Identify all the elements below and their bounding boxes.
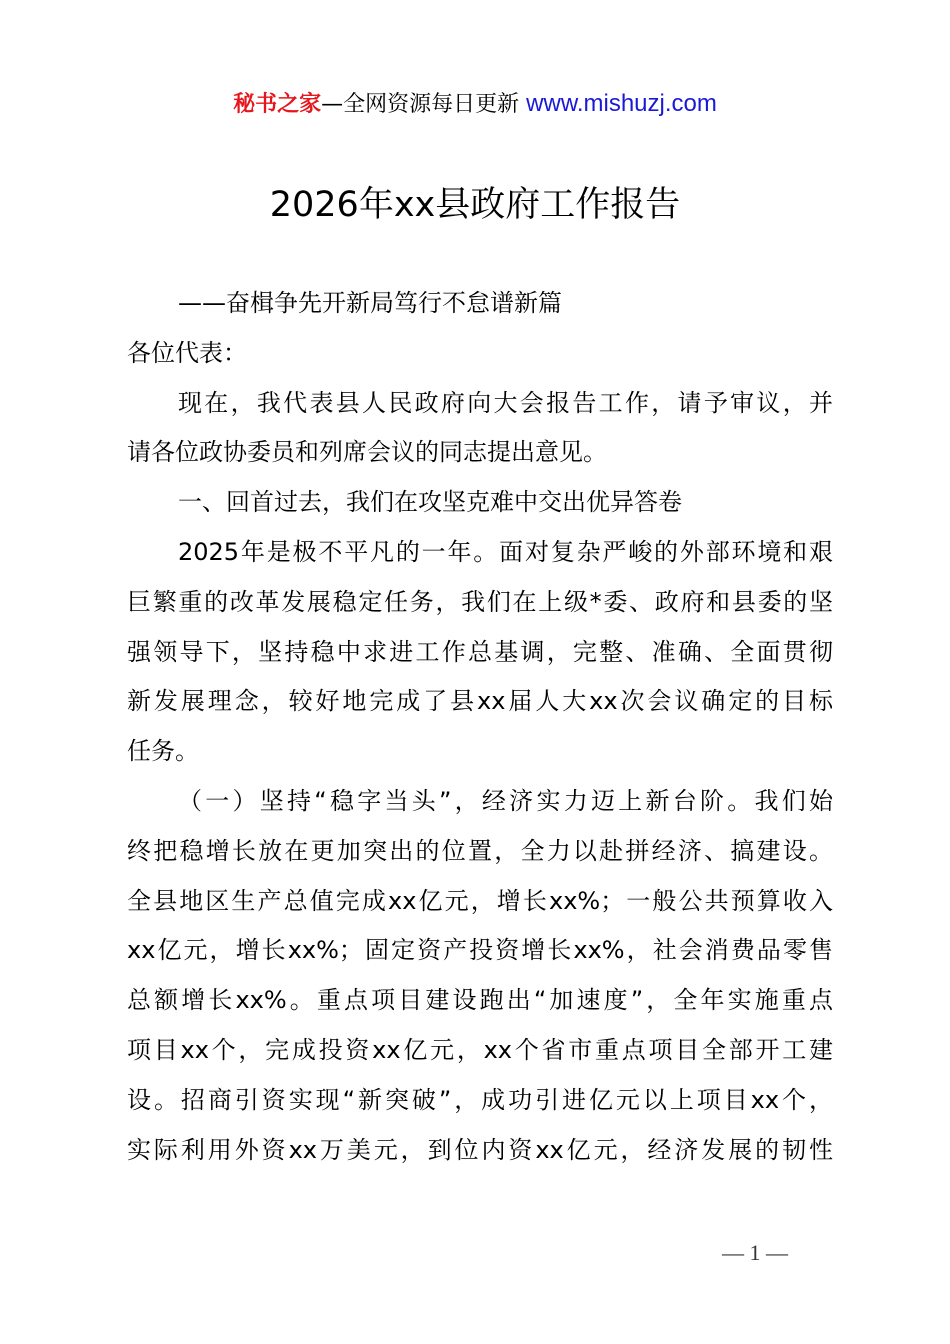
paragraph-line: 强领导下，坚持稳中求进工作总基调，完整、准确、全面贯彻 xyxy=(127,637,833,666)
page-number: — 1 — xyxy=(722,1240,788,1265)
paragraph-line: 新发展理念，较好地完成了县xx届人大xx次会议确定的目标 xyxy=(127,687,833,716)
paragraph-line: 设。招商引资实现“新突破”，成功引进亿元以上项目xx个， xyxy=(127,1085,833,1114)
paragraph-line: 任务。 xyxy=(127,737,199,766)
section-heading: 一、回首过去，我们在攻坚克难中交出优异答卷 xyxy=(178,488,682,517)
paragraph-line: 请各位政协委员和列席会议的同志提出意见。 xyxy=(127,438,607,467)
paragraph-line: 全县地区生产总值完成xx亿元，增长xx%；一般公共预算收入 xyxy=(127,886,833,915)
paragraph-line: 巨繁重的改革发展稳定任务，我们在上级*委、政府和县委的坚 xyxy=(127,587,833,616)
site-banner xyxy=(0,88,950,121)
brand-name: 秘书之家 xyxy=(233,92,322,117)
site-url-link[interactable]: www.mishuzj.com xyxy=(526,90,717,117)
paragraph-line: 总额增长xx%。重点项目建设跑出“加速度”，全年实施重点 xyxy=(127,986,833,1015)
paragraph-line: 实际利用外资xx万美元，到位内资xx亿元，经济发展的韧性 xyxy=(127,1135,833,1164)
paragraph-line: xx亿元，增长xx%；固定资产投资增长xx%，社会消费品零售 xyxy=(127,936,833,965)
banner-tagline: —全网资源每日更新 xyxy=(321,92,527,117)
document-body xyxy=(127,279,833,1175)
paragraph-line: （一）坚持“稳字当头”，经济实力迈上新台阶。我们始 xyxy=(178,786,833,815)
paragraph-line: 终把稳增长放在更加突出的位置，全力以赴拼经济、搞建设。 xyxy=(127,836,833,865)
paragraph-line: 2025年是极不平凡的一年。面对复杂严峻的外部环境和艰 xyxy=(178,537,833,566)
salutation: 各位代表： xyxy=(127,338,247,367)
paragraph-line: 现在，我代表县人民政府向大会报告工作，请予审议，并 xyxy=(178,388,833,417)
paragraph-line: 项目xx个，完成投资xx亿元，xx个省市重点项目全部开工建 xyxy=(127,1035,833,1064)
subtitle: ——奋楫争先开新局笃行不怠谱新篇 xyxy=(178,289,562,317)
document-title: 2026年xx县政府工作报告 xyxy=(269,185,681,225)
